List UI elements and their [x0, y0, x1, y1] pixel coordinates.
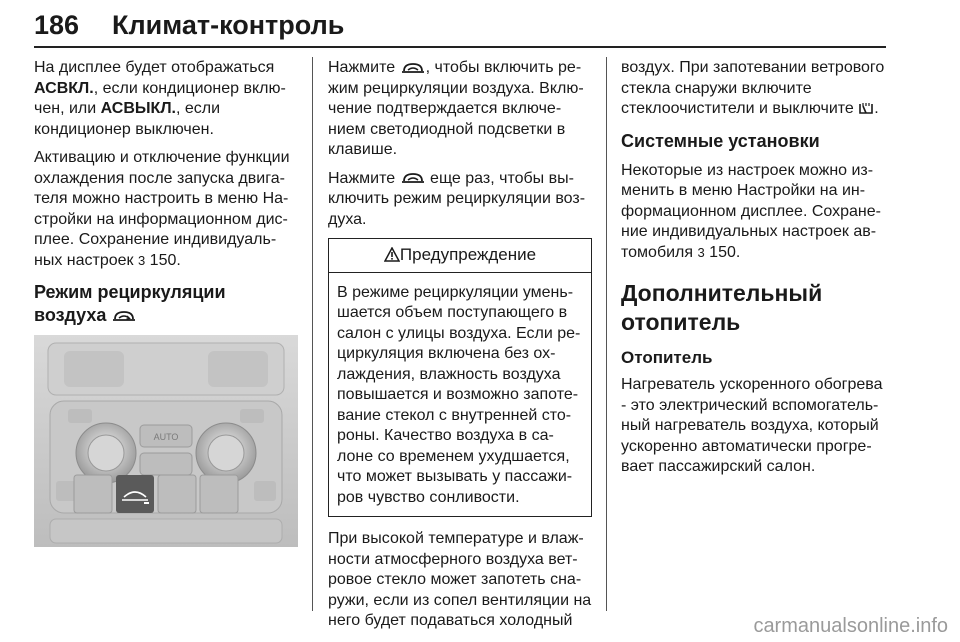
warning-triangle-icon: [384, 247, 400, 262]
windshield-wiper-icon: [858, 102, 874, 116]
column-right: [621, 58, 885, 486]
warning-title: Предупреждение: [399, 245, 537, 264]
column-middle: [328, 58, 592, 640]
warning-box: [328, 238, 592, 517]
page-title: Климат-контроль: [112, 10, 345, 40]
page-number: 186: [34, 10, 80, 40]
auto-button-label: AUTO: [153, 432, 179, 442]
recirculation-icon: [400, 171, 426, 185]
paragraph: При высокой температуре и влажности атмосферного воздуха ветровое стекло может запотеть снаружи, если из сопел вентиляции на него будет подаваться холодный: [328, 530, 592, 629]
paragraph: воздух. При запотевании ветрового стекла снаружи включите стеклоочистители и выключите .: [621, 59, 885, 117]
climate-panel-illustration: [34, 335, 298, 547]
recirculation-icon: [111, 309, 137, 323]
column-left: [34, 58, 298, 547]
recirculation-icon: [400, 61, 426, 75]
section-heading: Системные установки: [621, 130, 820, 151]
paragraph: Активацию и отключение функции охлаждения после запуска двигателя можно настроить в меню Настройки на информационном дисплее. Сохранение индивидуальных настроек 3 150.: [34, 149, 290, 269]
column-divider: [312, 57, 313, 611]
watermark: carmanualsonline.info: [753, 615, 948, 637]
paragraph: Нагреватель ускоренного обогрева - это электрический вспомогательный нагреватель воздуха, который ускоренно автоматически прогревает пассажирский салон.: [621, 376, 883, 475]
column-divider: [606, 57, 607, 611]
warning-header: [329, 239, 591, 273]
page-header: [34, 6, 886, 48]
reference-arrow-icon[interactable]: 3: [697, 244, 705, 260]
paragraph: Некоторые из настроек можно изменить в меню Настройки на информационном дисплее. Сохранение индивидуальных настроек автомобиля 3 150.: [621, 161, 881, 261]
reference-arrow-icon[interactable]: 3: [137, 252, 146, 268]
warning-text: В режиме рециркуляции уменьшается объем поступающего в салон с улицы воздуха. Если рециркуляция включена без охлаждения, влажность воздуха повышается и возможно запотевание стекол с внутренней стороны. Качество воздуха в салоне со временем ухудшается, что может вызывать у пассажиров чувство сонливости.: [337, 283, 581, 506]
paragraph: Нажмите еще раз, чтобы выключить режим рециркуляции воздуха.: [328, 169, 586, 228]
chapter-heading: Дополнительный отопитель: [621, 280, 823, 335]
paragraph: Нажмите , чтобы включить режим рециркуляции воздуха. Включение подтверждается включением светодиодной подсветки в клавише.: [328, 59, 584, 158]
header-divider: [34, 46, 886, 48]
paragraph: На дисплее будет отображаться АСВКЛ., если кондиционер включен, или АСВЫКЛ., если кондиционер выключен.: [34, 59, 286, 138]
section-heading: Режим рециркуляции воздуха: [34, 282, 226, 325]
subsection-heading: Отопитель: [621, 348, 713, 367]
